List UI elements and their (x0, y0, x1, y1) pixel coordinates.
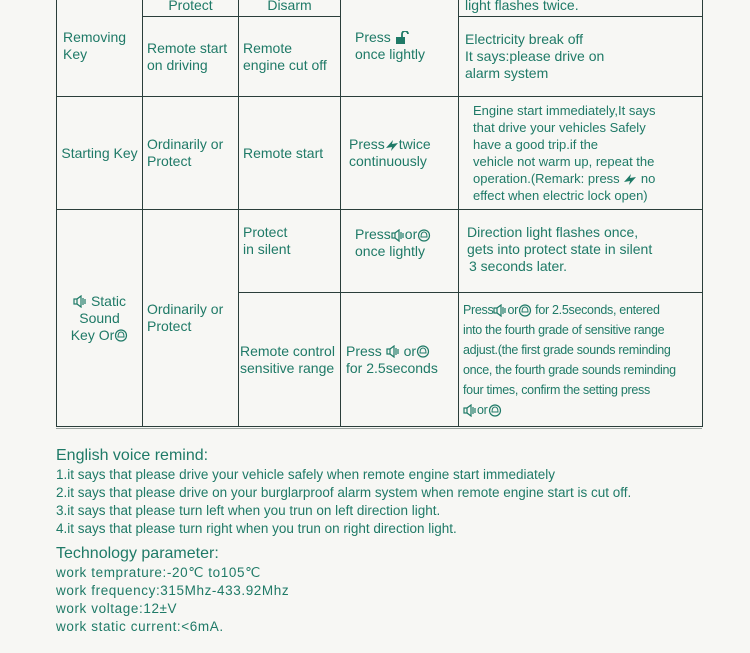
press-text: Press (346, 342, 382, 359)
result-text: four times, confirm the setting press (463, 382, 650, 397)
result-text: no (640, 171, 656, 186)
press-cell (341, 97, 459, 210)
result-text: or (507, 302, 518, 317)
state-cell (143, 0, 239, 17)
result-text: Direction light flashes once, (467, 224, 639, 240)
key-name: Key (63, 45, 88, 62)
key-name: Removing (63, 28, 127, 45)
result-text: vehicle not warm up, repeat the (473, 154, 655, 169)
key-name: Key Or (70, 326, 115, 343)
mute-speaker-icon (386, 345, 400, 358)
action-text: in silent (243, 241, 291, 257)
list-item: 2.it says that please drive on your burglarproof alarm system when remote engine start is cut off. (56, 485, 632, 500)
bell-circle-icon (114, 329, 128, 342)
mute-speaker-icon (493, 304, 507, 317)
mute-speaker-icon (463, 404, 477, 417)
result-text: light flashes twice. (465, 0, 579, 13)
press-text: Press (355, 28, 391, 45)
result-text: It says:please drive on (465, 48, 605, 64)
result-cell (459, 0, 703, 17)
action-text: Disarm (267, 0, 312, 13)
removing-key-cell (57, 0, 143, 97)
lightning-icon (623, 173, 637, 186)
function-table (56, 0, 702, 428)
key-name: Sound (79, 309, 120, 326)
action-cell (239, 293, 341, 427)
starting-key-cell (57, 97, 143, 210)
table-row (57, 0, 703, 17)
press-text: once lightly (355, 243, 426, 259)
state-cell (143, 97, 239, 210)
list-item: 4.it says that please turn right when you trun on right direction light. (56, 521, 457, 536)
result-text: for 2.5seconds, entered (535, 302, 660, 317)
bell-circle-icon (518, 304, 532, 317)
table-row (57, 97, 703, 210)
result-text: effect when electric lock open) (473, 188, 648, 203)
result-cell (459, 293, 703, 427)
lightning-icon (385, 139, 399, 152)
state-cell (143, 210, 239, 427)
section-heading: Technology parameter: (56, 545, 219, 562)
mute-speaker-icon (73, 295, 87, 308)
bell-circle-icon (488, 404, 502, 417)
list-item: work temprature:-20℃ to105℃ (56, 565, 261, 580)
result-text: operation.(Remark: press (473, 171, 620, 186)
list-item: 1.it says that please drive your vehicle safely when remote engine start immediately (56, 467, 555, 482)
state-cell (143, 17, 239, 97)
action-cell (239, 0, 341, 17)
press-text: Press (355, 226, 391, 242)
voice-remind-section (56, 446, 631, 538)
mute-speaker-icon (391, 229, 405, 242)
list-item: work voltage:12±V (56, 601, 178, 616)
list-item: 3.it says that please turn left when you trun on left direction light. (56, 503, 441, 518)
bell-circle-icon (416, 345, 430, 358)
action-text: Remote start (243, 144, 324, 161)
state-text: Ordinarily or Protect (147, 136, 224, 169)
press-cell (341, 210, 459, 293)
press-text: once lightly (355, 45, 426, 62)
action-cell (239, 17, 341, 97)
result-text: Engine start immediately,It says (473, 103, 656, 118)
result-cell (459, 97, 703, 210)
result-text: gets into protect state in silent (467, 241, 653, 257)
unlock-icon (395, 31, 409, 44)
action-text: Remote control (240, 342, 335, 359)
key-name: Static (90, 292, 126, 309)
press-text: for 2.5seconds (346, 359, 438, 376)
result-text: Electricity break off (465, 31, 584, 47)
press-text: Press (349, 136, 385, 152)
result-text: into the fourth grade of sensitive range (463, 322, 665, 337)
action-cell (239, 210, 341, 293)
divider-line (56, 428, 702, 429)
result-text: 3 seconds later. (469, 258, 568, 274)
result-text: adjust.(the first grade sounds reminding (463, 342, 671, 357)
action-cell (239, 97, 341, 210)
result-text: once, the fourth grade sounds reminding (463, 362, 676, 377)
press-text: or (403, 342, 417, 359)
state-text: Remote start on driving (147, 39, 228, 73)
action-text: sensitive range (240, 359, 335, 376)
result-cell (459, 17, 703, 97)
result-cell (459, 210, 703, 293)
bell-circle-icon (417, 229, 431, 242)
state-text: Protect (168, 0, 213, 13)
press-text: twice (398, 136, 431, 152)
list-item: work frequency:315Mhz-433.92Mhz (56, 583, 290, 598)
result-text: that drive your vehicles Safely (473, 120, 646, 135)
static-sound-key-cell (57, 210, 143, 427)
press-text: continuously (349, 153, 427, 169)
press-text: or (404, 226, 418, 242)
press-cell (341, 0, 459, 97)
result-text: or (477, 402, 488, 417)
result-text: Press (463, 302, 494, 317)
key-name: Starting Key (61, 144, 138, 161)
action-text: Remote engine cut off (243, 39, 327, 73)
tech-parameter-section (56, 544, 289, 636)
result-text: have a good trip.if the (473, 137, 599, 152)
section-heading: English voice remind: (56, 447, 209, 464)
press-cell (341, 293, 459, 427)
action-text: Protect (243, 224, 288, 240)
state-text: Ordinarily or Protect (147, 301, 224, 334)
table-row (57, 210, 703, 293)
result-text: alarm system (465, 65, 549, 81)
list-item: work static current:<6mA. (56, 619, 224, 634)
